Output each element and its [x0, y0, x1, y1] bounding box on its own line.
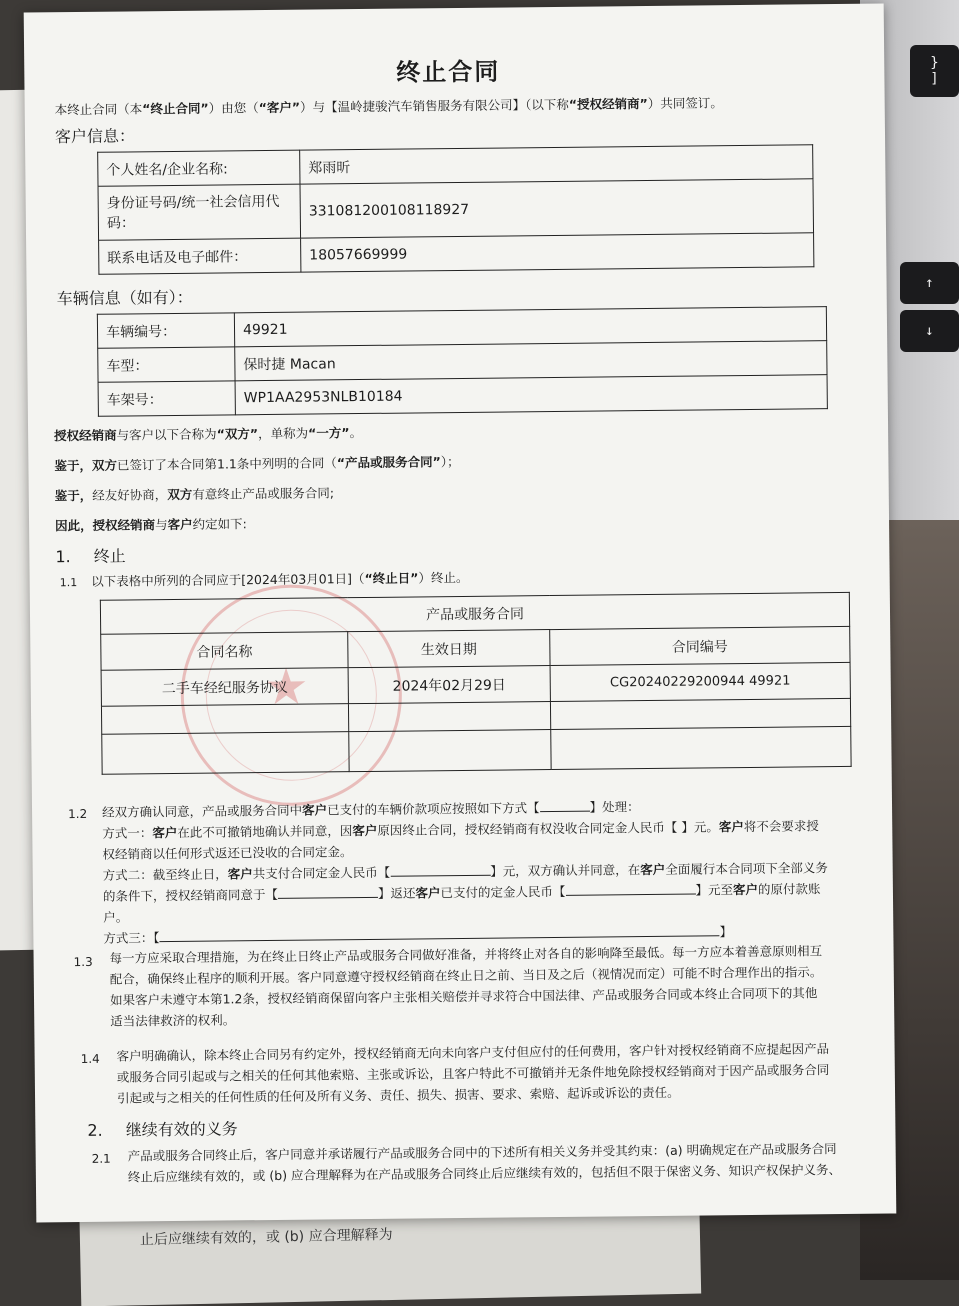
key-down — [900, 310, 959, 352]
header-contract-number: 合同编号 — [550, 626, 850, 665]
party-b2: “双方” — [216, 426, 259, 442]
w2-p2: 有意终止产品或服务合同; — [192, 485, 335, 502]
vehicle-row — [98, 375, 827, 417]
section-2-number: 2. — [87, 1120, 103, 1140]
customer-label: 个人姓名/企业名称: — [98, 150, 300, 186]
clause-1-4-number: 1.4 — [80, 1051, 100, 1066]
whereas-clause-2 — [55, 483, 334, 504]
vehicle-label: 车辆编号： — [97, 313, 234, 348]
party-p2: ，单称为 — [258, 425, 309, 442]
party-b3: “一方” — [308, 425, 350, 441]
method-blank[interactable] — [540, 811, 590, 813]
m2f: 全面履行本合同项下全部义务 — [665, 860, 828, 877]
refund-amount-blank[interactable] — [566, 894, 696, 896]
contract-list-table — [100, 592, 852, 775]
intro-b2: “客户” — [258, 99, 301, 116]
cell-contract-name — [102, 732, 349, 775]
cell-contract-number — [551, 726, 851, 769]
m2c: 共支付合同定金人民币【 — [252, 864, 391, 882]
w2-b2: 双方 — [167, 486, 193, 503]
t-b2: 授权经销商 — [92, 517, 156, 533]
cell-contract-number — [550, 698, 850, 729]
c12-1c: 已支付的车辆价款项应按照如下方式【 — [327, 800, 540, 818]
key-down-arrow: ↓ — [925, 323, 934, 339]
section-1-number: 1. — [55, 547, 71, 567]
clause-1-3-line: 适当法律救济的权利。 — [110, 1012, 236, 1029]
w2-b1: 鉴于， — [54, 487, 93, 504]
m2e: 客户 — [640, 861, 666, 878]
contract-table-caption: 产品或服务合同 — [100, 592, 849, 634]
w1-b3: “产品或服务合同” — [336, 454, 441, 471]
w1-p2: ）； — [440, 453, 460, 470]
clause-1-2-method-1-cont: 权经销商以任何形式返还已没收的合同定金。 — [102, 844, 353, 862]
m2l: 客户 — [732, 881, 759, 898]
section-1-title: 终止 — [93, 546, 126, 566]
method-3-blank[interactable] — [160, 935, 720, 942]
m2d: 】元，双方确认并同意，在 — [490, 862, 641, 879]
section-2-title: 继续有效的义务 — [125, 1119, 238, 1140]
intro-b3: “授权经销商” — [568, 96, 648, 112]
intro-b1: “终止合同” — [142, 100, 209, 117]
clause-1-3-line: 每一方应采取合理措施，为在终止日终止产品或服务合同做好准备，并将终止对各自的影响降至最低。每一方应本着善意原则相互 — [109, 943, 823, 966]
m3a: 方式三：【 — [103, 930, 160, 946]
c12-1a: 经双方确认同意，产品或服务合同中 — [101, 802, 303, 820]
m1a: 方式一： — [102, 825, 153, 841]
customer-info-heading: 客户信息： — [54, 126, 136, 147]
clause-1-3-line: 配合，确保终止程序的顺利开展。客户同意遵守授权经销商在终止日之前、当日及之后（视情况而定）可能不时合理作出的指示。 — [109, 964, 823, 987]
m2m: 的原付款账 — [757, 881, 821, 897]
m2g: 的条件下，授权经销商同意于【 — [102, 886, 279, 904]
refund-date-blank[interactable] — [278, 897, 378, 899]
m1g: 将不会要求授 — [743, 818, 819, 835]
intro-p4: ）共同签订。 — [647, 95, 723, 112]
customer-value: 郑雨昕 — [300, 145, 813, 184]
clause-1-1-bold: “终止日” — [364, 570, 419, 586]
clause-1-4-line: 客户明确确认，除本终止合同另有约定外，授权经销商无向未向客户支付但应付的任何费用，客户针对授权经销商不应提起因产品 — [116, 1041, 830, 1064]
t-p2: 约定如下: — [192, 516, 247, 532]
cell-contract-name: 二手车经纪服务协议 — [101, 668, 348, 707]
document-title: 终止合同 — [396, 57, 501, 87]
clause-1-2-method-2-end: 户。 — [103, 909, 129, 925]
m2h: 】返还 — [377, 885, 416, 901]
customer-info-table — [97, 144, 814, 274]
customer-value: 18057669999 — [301, 233, 814, 272]
t-p1: 与 — [155, 517, 168, 533]
customer-label: 联系电话及电子邮件： — [99, 238, 301, 274]
seal-star-icon: ★ — [263, 657, 309, 717]
key-up — [900, 262, 959, 304]
m2a: 方式二：截至终止日， — [102, 866, 228, 883]
m3b: 】 — [719, 924, 733, 940]
parties-definition — [54, 423, 362, 444]
whereas-clause-1 — [54, 452, 459, 474]
intro-p2: ）由您（ — [208, 100, 259, 116]
w1-b1: 鉴于， — [54, 457, 93, 474]
key-brace — [910, 45, 959, 97]
clause-2-1-line: 终止后应继续有效的，或 (b) 应合理解释为在产品或服务合同终止后应继续有效的，包括但不限于保密义务、知识产权保护义务、 — [127, 1162, 842, 1185]
c12-1d: 】处理： — [589, 799, 640, 815]
w2-p1: 经友好协商， — [92, 487, 168, 503]
cell-effective-date — [349, 730, 551, 772]
m2k: 】元至 — [695, 882, 734, 898]
header-effective-date: 生效日期 — [348, 630, 550, 668]
vehicle-info-heading: 车辆信息（如有）： — [56, 287, 193, 309]
clause-2-1-number: 2.1 — [91, 1151, 111, 1166]
party-b1: 授权经销商 — [54, 427, 117, 444]
clause-2-1 — [128, 1138, 842, 1187]
clause-1-2 — [102, 794, 873, 949]
clause-1-1-text2: ）终止。 — [418, 569, 469, 586]
m2i: 客户 — [415, 885, 441, 901]
w1-b2: 双方 — [91, 457, 118, 473]
t-b1: 因此， — [54, 517, 93, 534]
customer-label: 身份证号码/统一社会信用代码： — [98, 184, 301, 240]
vehicle-value: WP1AA2953NLB10184 — [235, 375, 827, 415]
clause-1-3 — [109, 940, 822, 1031]
clause-1-3-number: 1.3 — [73, 954, 93, 970]
key-up-arrow: ↑ — [925, 275, 934, 291]
party-p3: 。 — [349, 425, 363, 441]
w1-p1: 已签订了本合同第1.1条中列明的合同（ — [116, 455, 337, 473]
clause-1-4-line: 或服务合同引起或与之相关的任何其他索赔、主张或诉讼，且客户特此不可撤销并无条件地免除授权经销商对于因产品或服务合同 — [116, 1062, 830, 1085]
contract-page — [24, 4, 897, 1223]
clause-1-4 — [117, 1038, 830, 1108]
m1b: 客户 — [152, 824, 178, 841]
clause-1-1-number: 1.1 — [59, 576, 78, 590]
clause-2-1-line: 产品或服务合同终止后，客户同意并承诺履行产品或服务合同中的下述所有相关义务并受其约束：(a) 明确规定在产品或服务合同 — [127, 1141, 837, 1164]
vehicle-value: 保时捷 Macan — [235, 341, 827, 381]
cell-contract-name — [101, 704, 348, 735]
intro-p3: ）与【温岭捷骏汽车销售服务有限公司】（以下称 — [300, 96, 569, 115]
key-brace-label: } — [930, 55, 939, 71]
m2j: 已支付的定金人民币【 — [440, 883, 566, 901]
section-1-heading — [55, 543, 126, 567]
therefore-clause — [55, 514, 247, 534]
c12-1b: 客户 — [301, 802, 328, 818]
m1c: 在此不可撤销地确认并同意，因 — [177, 823, 353, 840]
vehicle-label: 车架号： — [98, 381, 235, 416]
m1f: 客户 — [718, 819, 744, 835]
cell-contract-number: CG20240229200944 49921 — [550, 662, 850, 701]
section-2-heading — [87, 1116, 238, 1141]
underlying-page-text: 止后应继续有效的，或 (b) 应合理解释为 — [139, 1226, 393, 1249]
intro-p1: 本终止合同（本 — [54, 101, 143, 118]
clause-1-1 — [60, 568, 469, 590]
m1d: 客户 — [352, 822, 378, 839]
intro-paragraph — [55, 93, 723, 118]
clause-1-2-number: 1.2 — [68, 806, 88, 822]
customer-row — [99, 233, 814, 274]
vehicle-info-table — [97, 306, 828, 417]
key-bracket-label: ] — [930, 71, 939, 87]
deposit-amount-blank[interactable] — [390, 875, 490, 877]
customer-value: 331081200108118927 — [300, 179, 814, 238]
vehicle-label: 车型： — [98, 347, 235, 382]
clause-1-3-line: 如果客户未遵守本第1.2条，授权经销商保留向客户主张相关赔偿并寻求符合中国法律、产品或服务合同或本终止合同项下的其他 — [109, 985, 818, 1008]
m1e: 原因终止合同，授权经销商有权没收合同定金人民币【 】元。 — [377, 819, 719, 838]
header-contract-name: 合同名称 — [101, 632, 348, 671]
t-b2b: 客户 — [167, 516, 193, 533]
customer-row — [98, 179, 814, 240]
table-row — [102, 726, 851, 774]
party-p1: 与客户以下合称为 — [116, 426, 217, 443]
clause-1-4-line: 引起或与之相关的任何性质的任何及所有义务、责任、损失、损害、要求、索赔、起诉或诉讼的责任。 — [116, 1084, 680, 1106]
clause-1-1-text1: 以下表格中所列的合同应于[2024年03月01日]（ — [91, 570, 365, 589]
cell-effective-date: 2024年02月29日 — [348, 666, 550, 704]
vehicle-value: 49921 — [234, 307, 826, 347]
cell-effective-date — [348, 702, 550, 732]
m2b: 客户 — [227, 866, 253, 882]
